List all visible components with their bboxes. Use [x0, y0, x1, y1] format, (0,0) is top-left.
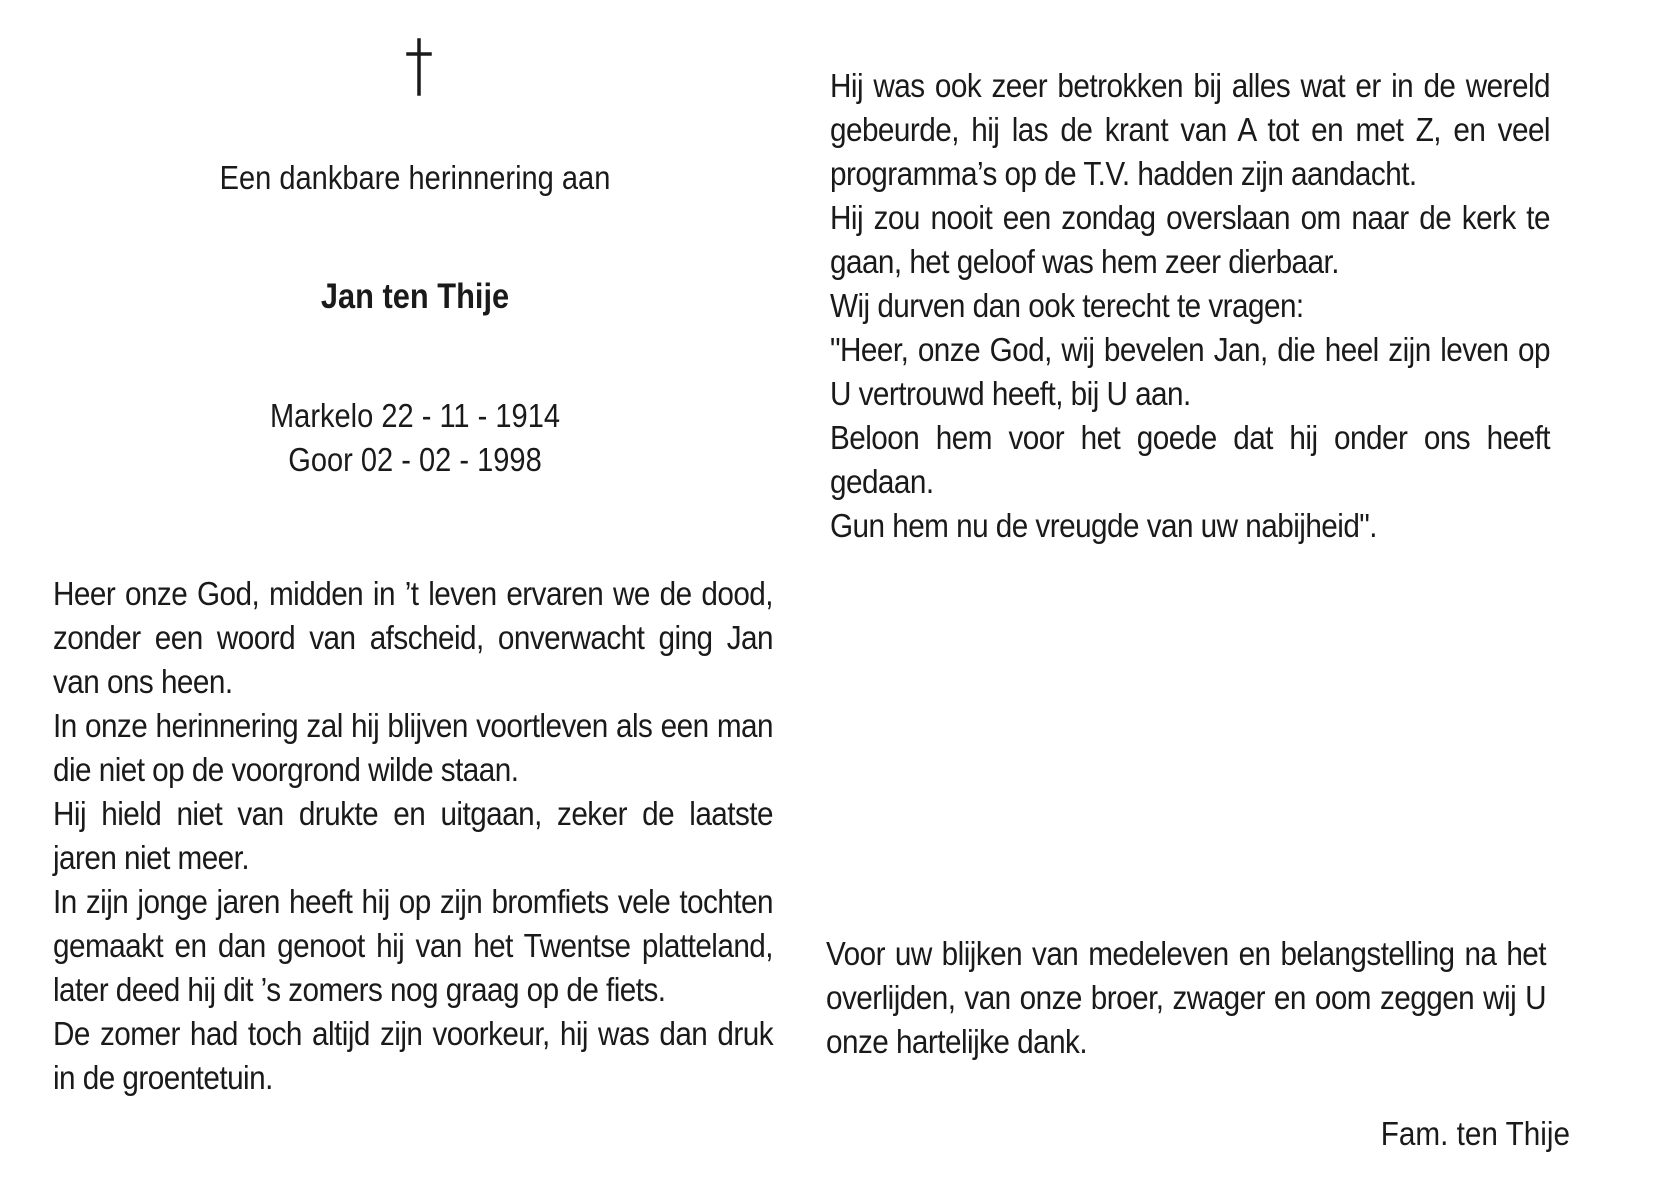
thanks-text: [826, 932, 1546, 1064]
paragraph: Heer onze God, midden in ’t leven ervaren we de dood, zonder een woord van afscheid, onverwacht ging Jan van ons heen.: [53, 575, 773, 700]
memorial-text-right: [830, 64, 1550, 548]
right-panel: [826, 0, 1659, 1200]
death-date: Goor 02 - 02 - 1998: [288, 441, 542, 478]
deceased-name: Jan ten Thije: [320, 277, 510, 316]
paragraph: Beloon hem voor het goede dat hij onder ons heeft gedaan.: [830, 419, 1550, 500]
paragraph: Hij zou nooit een zondag overslaan om naar de kerk te gaan, het geloof was hem zeer dierbaar.: [830, 199, 1550, 280]
family-signature: Fam. ten Thije: [1380, 1115, 1570, 1152]
birth-date: Markelo 22 - 11 - 1914: [269, 397, 561, 434]
paragraph: Hij was ook zeer betrokken bij alles wat er in de wereld gebeurde, hij las de krant van A tot en met Z, en veel programma’s op de T.V. hadden zijn aandacht.: [830, 67, 1550, 192]
paragraph: In zijn jonge jaren heeft hij op zijn bromfiets vele tochten gemaakt en dan genoot hij van het Twentse platteland, later deed hij dit ’s zomers nog graag op de fiets.: [53, 883, 773, 1008]
paragraph: Wij durven dan ook terecht te vragen:: [830, 287, 1304, 324]
life-dates: [94, 394, 736, 482]
paragraph: Gun hem nu de vreugde van uw nabijheid".: [830, 507, 1378, 544]
paragraph: In onze herinnering zal hij blijven voortleven als een man die niet op de voorgrond wilde staan.: [53, 707, 773, 788]
paragraph: De zomer had toch altijd zijn voorkeur, hij was dan druk in de groentetuin.: [53, 1015, 773, 1096]
paragraph: "Heer, onze God, wij bevelen Jan, die heel zijn leven op U vertrouwd heeft, bij U aan.: [830, 331, 1550, 412]
cross-icon: [405, 38, 433, 96]
memorial-intro: Een dankbare herinnering aan: [219, 159, 611, 196]
thanks-paragraph: Voor uw blijken van medeleven en belangstelling na het overlijden, van onze broer, zwager en oom zeggen wij U onze hartelijke dank.: [826, 935, 1546, 1060]
paragraph: Hij hield niet van drukte en uitgaan, zeker de laatste jaren niet meer.: [53, 795, 773, 876]
memorial-text-left: [53, 572, 773, 1100]
